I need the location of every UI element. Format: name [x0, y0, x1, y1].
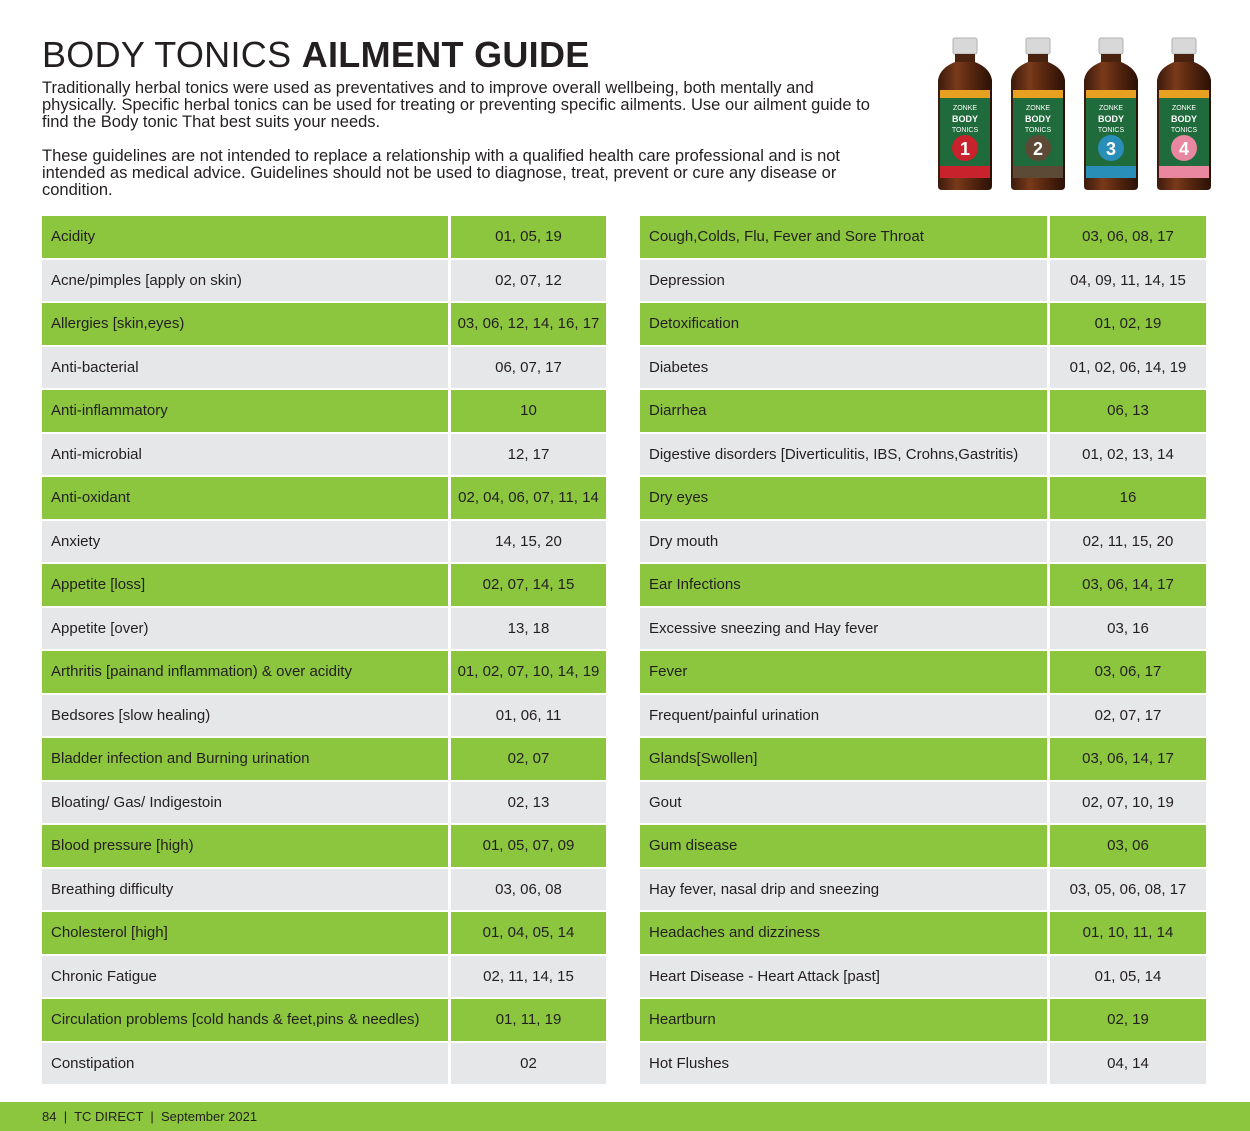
tonic-codes-cell: 01, 05, 19 — [448, 216, 606, 258]
ailment-cell: Excessive sneezing and Hay fever — [640, 608, 1047, 650]
ailment-cell: Allergies [skin,eyes) — [42, 303, 448, 345]
ailment-cell: Fever — [640, 651, 1047, 693]
table-row — [42, 434, 606, 476]
footer-text: 84 | TC DIRECT | September 2021 — [42, 1109, 258, 1124]
tonic-codes-cell: 03, 06, 12, 14, 16, 17 — [448, 303, 606, 345]
tonic-codes-cell: 16 — [1047, 477, 1206, 519]
tonic-codes-cell: 03, 16 — [1047, 608, 1206, 650]
ailment-cell: Dry eyes — [640, 477, 1047, 519]
table-row — [640, 782, 1206, 824]
bottle-number: 2 — [1032, 139, 1044, 159]
publication-name: TC DIRECT — [74, 1109, 144, 1124]
tonic-codes-cell: 03, 06, 08, 17 — [1047, 216, 1206, 258]
bottle-brand: ZONKE — [952, 105, 978, 112]
ailment-cell: Bloating/ Gas/ Indigestoin — [42, 782, 448, 824]
ailment-cell: Appetite [loss] — [42, 564, 448, 606]
table-row — [42, 608, 606, 650]
tonic-bottle — [1003, 36, 1073, 192]
disclaimer-paragraph: These guidelines are not intended to replace a relationship with a qualified health care professional and is not intended as medical advice. Guidelines should not be used to diagnose, treat, prevent or cure any disease or condition. — [42, 147, 841, 199]
tonic-codes-cell: 01, 05, 14 — [1047, 956, 1206, 998]
ailment-cell: Diabetes — [640, 347, 1047, 389]
table-row — [640, 216, 1206, 258]
tonic-codes-cell: 03, 06, 08 — [448, 869, 606, 911]
table-row — [42, 912, 606, 954]
ailment-cell: Blood pressure [high) — [42, 825, 448, 867]
bottle-number: 3 — [1105, 139, 1117, 159]
ailment-table-left — [42, 214, 606, 1086]
table-row — [640, 1043, 1206, 1085]
bottle-line1: BODY — [951, 114, 979, 124]
tonic-codes-cell: 01, 05, 07, 09 — [448, 825, 606, 867]
tonic-codes-cell: 03, 06, 14, 17 — [1047, 738, 1206, 780]
ailment-table-right — [640, 214, 1206, 1086]
table-row — [640, 521, 1206, 563]
tonic-codes-cell: 01, 02, 19 — [1047, 303, 1206, 345]
ailment-cell: Digestive disorders [Diverticulitis, IBS, Crohns,Gastritis) — [640, 434, 1047, 476]
tonic-codes-cell: 01, 04, 05, 14 — [448, 912, 606, 954]
ailment-cell: Diarrhea — [640, 390, 1047, 432]
bottle-brand: ZONKE — [1098, 105, 1124, 112]
tonic-codes-cell: 02, 11, 15, 20 — [1047, 521, 1206, 563]
ailment-cell: Dry mouth — [640, 521, 1047, 563]
tonic-codes-cell: 02, 07, 10, 19 — [1047, 782, 1206, 824]
title-bold: AILMENT GUIDE — [301, 34, 590, 75]
table-row — [42, 477, 606, 519]
tonic-codes-cell: 02, 07, 17 — [1047, 695, 1206, 737]
table-row — [640, 999, 1206, 1041]
tonic-codes-cell: 01, 06, 11 — [448, 695, 606, 737]
table-row — [42, 651, 606, 693]
ailment-cell: Hay fever, nasal drip and sneezing — [640, 869, 1047, 911]
product-photo — [922, 36, 1214, 196]
bottle-number: 4 — [1178, 139, 1190, 159]
footer-bar — [0, 1102, 1250, 1131]
tonic-codes-cell: 06, 13 — [1047, 390, 1206, 432]
ailment-cell: Gum disease — [640, 825, 1047, 867]
tonic-codes-cell: 03, 05, 06, 08, 17 — [1047, 869, 1206, 911]
tonic-codes-cell: 01, 10, 11, 14 — [1047, 912, 1206, 954]
bottle-line1: BODY — [1097, 114, 1125, 124]
table-row — [640, 303, 1206, 345]
bottle-line1: BODY — [1024, 114, 1052, 124]
ailment-cell: Chronic Fatigue — [42, 956, 448, 998]
table-row — [640, 738, 1206, 780]
ailment-cell: Anti-microbial — [42, 434, 448, 476]
tonic-codes-cell: 02, 19 — [1047, 999, 1206, 1041]
table-row — [640, 956, 1206, 998]
tonic-codes-cell: 02, 07 — [448, 738, 606, 780]
tonic-codes-cell: 06, 07, 17 — [448, 347, 606, 389]
ailment-cell: Constipation — [42, 1043, 448, 1085]
table-row — [42, 347, 606, 389]
tonic-codes-cell: 10 — [448, 390, 606, 432]
table-row — [640, 434, 1206, 476]
table-row — [42, 695, 606, 737]
table-row — [640, 564, 1206, 606]
ailment-cell: Headaches and dizziness — [640, 912, 1047, 954]
tonic-codes-cell: 02, 07, 14, 15 — [448, 564, 606, 606]
bottle-line2: TONICS — [1024, 127, 1052, 134]
ailment-cell: Glands[Swollen] — [640, 738, 1047, 780]
table-row — [640, 608, 1206, 650]
tonic-codes-cell: 03, 06, 14, 17 — [1047, 564, 1206, 606]
table-row — [640, 347, 1206, 389]
bottle-line1: BODY — [1170, 114, 1198, 124]
table-row — [42, 999, 606, 1041]
tonic-codes-cell: 02, 04, 06, 07, 11, 14 — [448, 477, 606, 519]
table-row — [42, 303, 606, 345]
bottle-line2: TONICS — [951, 127, 979, 134]
ailment-cell: Anxiety — [42, 521, 448, 563]
tonic-codes-cell: 03, 06, 17 — [1047, 651, 1206, 693]
ailment-cell: Breathing difficulty — [42, 869, 448, 911]
title-light: BODY TONICS — [42, 34, 292, 75]
tonic-codes-cell: 01, 11, 19 — [448, 999, 606, 1041]
ailment-cell: Anti-inflammatory — [42, 390, 448, 432]
publication-date: September 2021 — [161, 1109, 258, 1124]
bottle-brand: ZONKE — [1171, 105, 1197, 112]
table-row — [640, 477, 1206, 519]
table-row — [42, 390, 606, 432]
ailment-cell: Bedsores [slow healing) — [42, 695, 448, 737]
tonic-codes-cell: 14, 15, 20 — [448, 521, 606, 563]
tonic-codes-cell: 02 — [448, 1043, 606, 1085]
ailment-cell: Anti-oxidant — [42, 477, 448, 519]
tonic-bottle — [1076, 36, 1146, 192]
tonic-codes-cell: 02, 11, 14, 15 — [448, 956, 606, 998]
tonic-bottle — [1149, 36, 1219, 192]
page-title — [42, 34, 590, 76]
ailment-cell: Frequent/painful urination — [640, 695, 1047, 737]
table-row — [640, 912, 1206, 954]
tonic-codes-cell: 01, 02, 13, 14 — [1047, 434, 1206, 476]
tonic-codes-cell: 04, 09, 11, 14, 15 — [1047, 260, 1206, 302]
ailment-cell: Bladder infection and Burning urination — [42, 738, 448, 780]
table-row — [640, 869, 1206, 911]
table-row — [42, 216, 606, 258]
tonic-codes-cell: 01, 02, 06, 14, 19 — [1047, 347, 1206, 389]
ailment-cell: Hot Flushes — [640, 1043, 1047, 1085]
tonic-codes-cell: 02, 13 — [448, 782, 606, 824]
table-row — [640, 260, 1206, 302]
ailment-cell: Cough,Colds, Flu, Fever and Sore Throat — [640, 216, 1047, 258]
ailment-cell: Acidity — [42, 216, 448, 258]
table-row — [42, 564, 606, 606]
bottle-number: 1 — [959, 139, 971, 159]
tonic-codes-cell: 03, 06 — [1047, 825, 1206, 867]
ailment-cell: Ear Infections — [640, 564, 1047, 606]
intro-paragraph: Traditionally herbal tonics were used as preventatives and to improve overall wellbeing, both mentally and physically. Specific herbal tonics can be used for treating or preventing specific ailments. Use our ailment guide to find the Body tonic That best suits your needs. — [42, 79, 870, 131]
table-row — [640, 390, 1206, 432]
table-row — [640, 825, 1206, 867]
table-row — [42, 782, 606, 824]
page-number: 84 — [42, 1109, 57, 1124]
tonic-codes-cell: 12, 17 — [448, 434, 606, 476]
ailment-cell: Detoxification — [640, 303, 1047, 345]
ailment-cell: Cholesterol [high] — [42, 912, 448, 954]
tonic-bottle — [930, 36, 1000, 192]
tonic-codes-cell: 04, 14 — [1047, 1043, 1206, 1085]
bottle-line2: TONICS — [1097, 127, 1125, 134]
ailment-cell: Acne/pimples [apply on skin) — [42, 260, 448, 302]
table-row — [42, 956, 606, 998]
ailment-cell: Circulation problems [cold hands & feet,pins & needles) — [42, 999, 448, 1041]
table-row — [42, 260, 606, 302]
ailment-cell: Anti-bacterial — [42, 347, 448, 389]
table-row — [42, 1043, 606, 1085]
ailment-cell: Heart Disease - Heart Attack [past] — [640, 956, 1047, 998]
ailment-cell: Gout — [640, 782, 1047, 824]
ailment-cell: Appetite [over) — [42, 608, 448, 650]
ailment-cell: Depression — [640, 260, 1047, 302]
ailment-cell: Heartburn — [640, 999, 1047, 1041]
tonic-codes-cell: 01, 02, 07, 10, 14, 19 — [448, 651, 606, 693]
table-row — [42, 738, 606, 780]
ailment-cell: Arthritis [painand inflammation) & over acidity — [42, 651, 448, 693]
table-row — [640, 651, 1206, 693]
tonic-codes-cell: 02, 07, 12 — [448, 260, 606, 302]
table-row — [42, 825, 606, 867]
table-row — [640, 695, 1206, 737]
bottle-brand: ZONKE — [1025, 105, 1051, 112]
table-row — [42, 521, 606, 563]
tonic-codes-cell: 13, 18 — [448, 608, 606, 650]
bottle-line2: TONICS — [1170, 127, 1198, 134]
table-row — [42, 869, 606, 911]
